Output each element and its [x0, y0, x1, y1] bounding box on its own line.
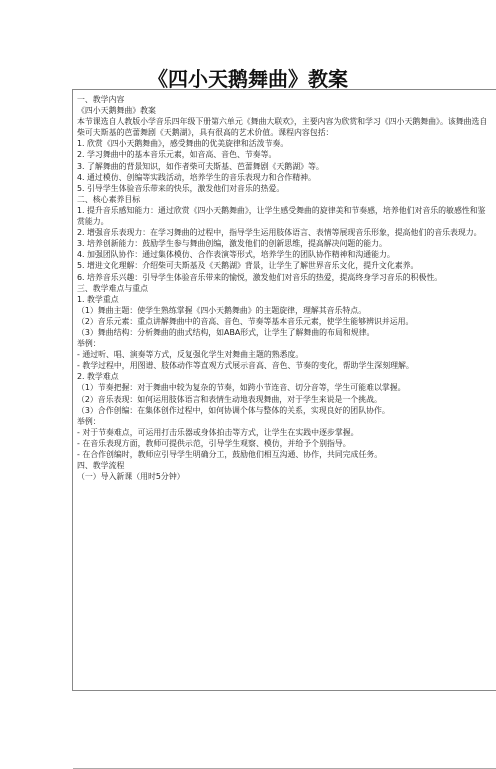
subsection-heading: 2. 教学难点 [77, 372, 119, 382]
subsection-heading: （一）导入新课（用时5分钟） [77, 472, 185, 482]
list-item: 3. 了解舞曲的背景知识，如作者柴可夫斯基、芭蕾舞剧《天鹅湖》等。 [77, 161, 324, 171]
list-item: - 在合作创编时，教师应引导学生明确分工，鼓励他们相互沟通、协作，共同完成任务。 [77, 450, 383, 459]
text-line: 《四小天鹅舞曲》教案 [77, 106, 156, 116]
list-item: 4. 加强团队协作：通过集体模仿、合作表演等形式，培养学生的团队协作精神和沟通能力。 [77, 250, 395, 260]
list-item: - 通过听、唱、演奏等方式，反复强化学生对舞曲主题的熟悉度。 [77, 350, 304, 360]
list-item: - 教学过程中，用图谱、肢体动作等直观方式展示音高、音色、节奏的变化，帮助学生深刻理解。 [77, 361, 414, 371]
list-item: 3. 培养创新能力：鼓励学生参与舞曲创编，激发他们的创新思维，提高解决问题的能力。 [77, 239, 387, 249]
subsection-heading: 1. 教学重点 [77, 294, 119, 304]
document-title: 《四小天鹅舞曲》教案 [148, 67, 348, 91]
text-paragraph: 本节课选自人教版小学音乐四年级下册第六单元《舞曲大联欢》，主要内容为欣赏和学习《四小天鹅舞曲》。该舞曲选自柴可夫斯基的芭蕾舞剧《天鹅湖》，具有很高的艺术价值。课程内容包括： [77, 117, 488, 138]
list-item: 6. 培养音乐兴趣：引导学生体验音乐带来的愉悦，激发他们对音乐的热爱，提高终身学习音乐的积极性。 [77, 272, 443, 282]
list-item: （2）音乐表现：如何运用肢体语言和表情生动地表现舞曲，对于学生来说是一个挑战。 [77, 394, 382, 404]
example-label: 举例： [77, 339, 101, 349]
lesson-plan-table [72, 89, 496, 691]
list-item: （2）音乐元素：重点讲解舞曲中的音高、音色、节奏等基本音乐元素，使学生能够辨识并运用。 [77, 316, 414, 326]
list-item: - 对于节奏难点，可运用打击乐器或身体拍击等方式，让学生在实践中逐步掌握。 [77, 427, 359, 437]
section-heading: 三、教学难点与重点 [77, 283, 149, 293]
list-item: （3）合作创编：在集体创作过程中，如何协调个体与整体的关系，实现良好的团队协作。 [77, 405, 390, 415]
list-item: - 在音乐表现方面，教师可提供示范，引导学生观察、模仿，并给予个别指导。 [77, 438, 351, 448]
section-heading: 一、教学内容 [77, 95, 125, 104]
list-item: 1. 提升音乐感知能力：通过欣赏《四小天鹅舞曲》，让学生感受舞曲的旋律美和节奏感，培养他们对音乐的敏感性和鉴赏能力。 [77, 205, 486, 227]
list-item: 2. 学习舞曲中的基本音乐元素，如音高、音色、节奏等。 [77, 150, 277, 160]
list-item: 2. 增强音乐表现力：在学习舞曲的过程中，指导学生运用肢体语言、表情等展现音乐形象，提高他们的音乐表现力。 [77, 228, 482, 238]
example-label: 举例： [77, 416, 101, 426]
list-item: 1. 欣赏《四小天鹅舞曲》，感受舞曲的优美旋律和活泼节奏。 [77, 139, 289, 149]
section-heading: 二、核心素养目标 [77, 194, 141, 204]
list-item: （1）舞曲主题：使学生熟练掌握《四小天鹅舞曲》的主题旋律，理解其音乐特点。 [77, 305, 367, 315]
list-item: 4. 通过模仿、创编等实践活动，培养学生的音乐表现力和合作精神。 [77, 172, 316, 182]
list-item: 5. 增进文化理解：介绍柴可夫斯基及《天鹅湖》背景，让学生了解世界音乐文化，提升文化素养。 [77, 261, 419, 271]
list-item: （1）节奏把握：对于舞曲中较为复杂的节奏，如跨小节连音、切分音等，学生可能难以掌握。 [77, 383, 406, 393]
lesson-plan-content [77, 94, 493, 482]
list-item: （3）舞曲结构：分析舞曲的曲式结构，如ABA形式，让学生了解舞曲的布局和规律。 [77, 327, 375, 337]
section-heading: 四、教学流程 [77, 461, 125, 471]
list-item: 5. 引导学生体验音乐带来的快乐，激发他们对音乐的热爱。 [77, 183, 285, 193]
